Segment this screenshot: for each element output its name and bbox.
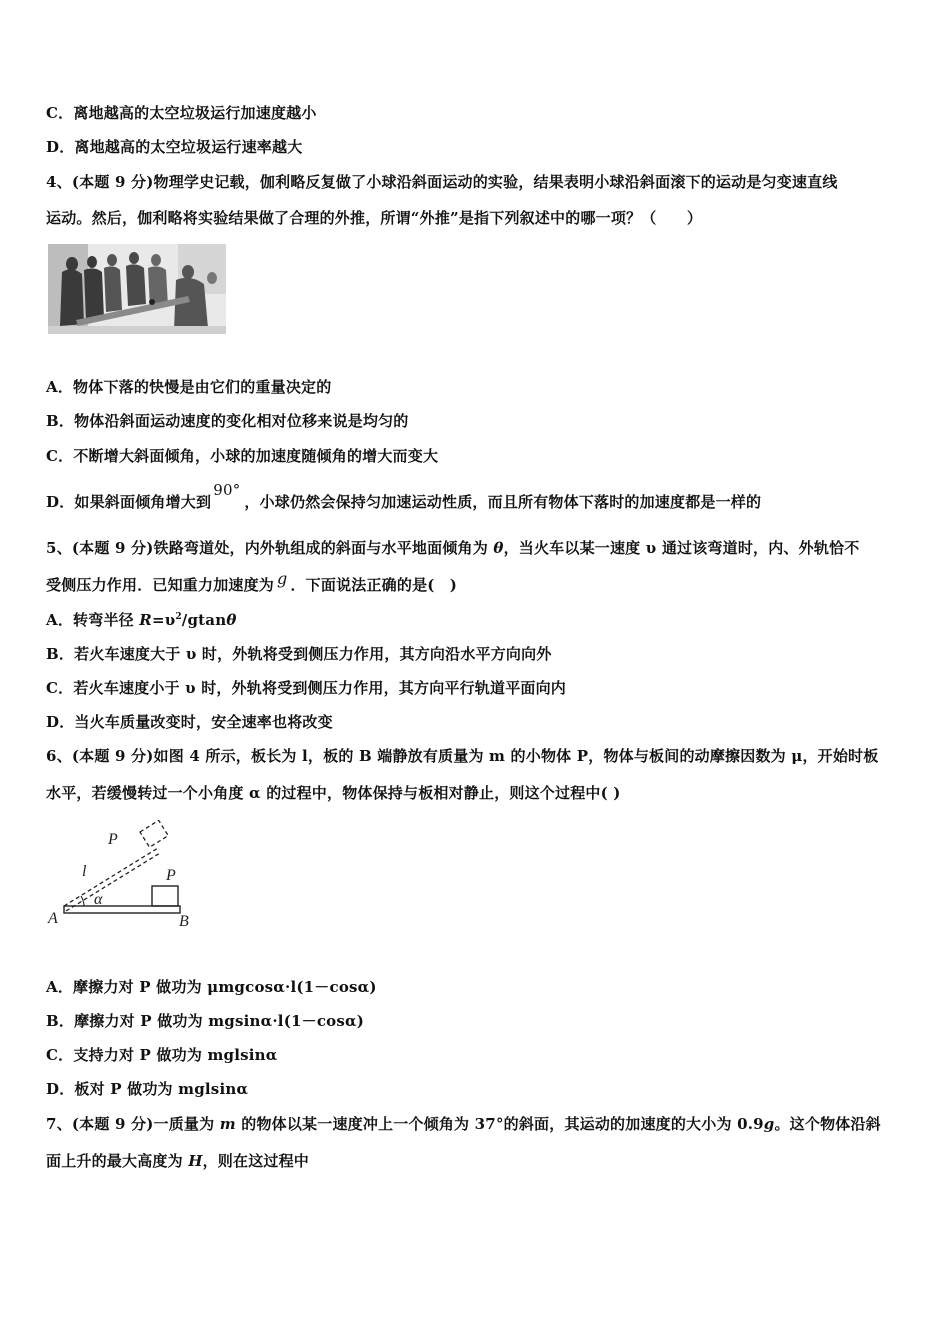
label-a: A xyxy=(48,910,58,927)
q5-option-a-pre: A．转弯半径 xyxy=(46,611,140,629)
q5-option-c: C．若火车速度小于 υ 时，外轨将受到侧压力作用，其方向平行轨道平面向内 xyxy=(46,679,566,697)
q5-option-d: D．当火车质量改变时，安全速率也将改变 xyxy=(46,713,333,731)
q5-stem-line2 xyxy=(46,569,458,595)
inclined-board-figure xyxy=(46,820,196,932)
q6-option-b: B．摩擦力对 P 做功为 mgsinα·l(1－cosα) xyxy=(46,1012,365,1030)
label-l: l xyxy=(82,863,87,880)
q5-stem-line2-b: ．下面说法正确的是( ) xyxy=(290,576,458,594)
q5-option-a-eq: =υ xyxy=(151,611,176,629)
q7-stem-line2-a: 面上升的最大高度为 xyxy=(46,1152,189,1170)
superscript-2: 2 xyxy=(175,612,182,622)
q4-option-b: B．物体沿斜面运动速度的变化相对位移来说是均匀的 xyxy=(46,412,409,430)
q5-option-a xyxy=(46,609,237,630)
q5-stem-line1-b: ，当火车以某一速度 υ 通过该弯道时，内、外轨恰不 xyxy=(503,539,860,557)
q4-stem-line2: 运动。然后，伽利略将实验结果做了合理的外推，所谓“外推”是指下列叙述中的哪一项？（ ） xyxy=(46,209,703,227)
q6-option-a: A．摩擦力对 P 做功为 μmgcosα·l(1－cosα) xyxy=(46,978,377,996)
q7-stem-line1 xyxy=(46,1113,881,1134)
label-alpha: α xyxy=(94,891,103,908)
board-rotated xyxy=(64,848,158,906)
block-p-rotated xyxy=(140,820,168,847)
angle-arc xyxy=(81,896,84,906)
q4-option-a: A．物体下落的快慢是由它们的重量决定的 xyxy=(46,378,332,396)
q7-stem-line2 xyxy=(46,1150,309,1171)
q3-option-c: C．离地越高的太空垃圾运行加速度越小 xyxy=(46,104,317,122)
label-p-top: P xyxy=(108,831,118,848)
q7-stem-line1-a: 7、(本题 9 分)一质量为 xyxy=(46,1115,220,1133)
radius-symbol: R xyxy=(139,611,152,629)
q5-option-b: B．若火车速度大于 υ 时，外轨将受到侧压力作用，其方向沿水平方向向外 xyxy=(46,645,552,663)
mass-symbol: m xyxy=(219,1115,236,1133)
q4-option-d-pre: D．如果斜面倾角增大到 xyxy=(46,493,212,511)
label-p: P xyxy=(166,867,176,884)
board-horizontal xyxy=(64,906,180,913)
theta-symbol: θ xyxy=(493,539,504,557)
q4-option-d-post: ，小球仍然会保持匀加速运动性质，而且所有物体下落时的加速度都是一样的 xyxy=(244,493,762,511)
q4-option-c: C．不断增大斜面倾角，小球的加速度随倾角的增大而变大 xyxy=(46,447,439,465)
q6-option-c: C．支持力对 P 做功为 mglsinα xyxy=(46,1046,278,1064)
q5-stem-line2-a: 受侧压力作用．已知重力加速度为 xyxy=(46,576,275,594)
q7-stem-line1-c: 。这个物体沿斜 xyxy=(774,1115,881,1133)
q5-stem-line1 xyxy=(46,537,859,558)
q6-option-d: D．板对 P 做功为 mglsinα xyxy=(46,1080,249,1098)
q4-option-d xyxy=(46,481,762,512)
angle-90-degree: 90° xyxy=(213,481,241,499)
q4-stem-line1: 4、(本题 9 分)物理学史记载，伽利略反复做了小球沿斜面运动的实验，结果表明小球沿斜面滚下的运动是匀变速直线 xyxy=(46,173,838,191)
height-symbol: H xyxy=(188,1152,203,1170)
gravity-symbol-q7: g xyxy=(763,1115,775,1133)
q7-stem-line1-b: 的物体以某一速度冲上一个倾角为 37°的斜面，其运动的加速度的大小为 0.9 xyxy=(235,1115,764,1133)
q6-stem-line2: 水平，若缓慢转过一个小角度 α 的过程中，物体保持与板相对静止，则这个过程中( ) xyxy=(46,784,621,802)
gravity-symbol: g xyxy=(277,569,288,588)
label-b: B xyxy=(179,913,189,930)
q6-stem-line1: 6、(本题 9 分)如图 4 所示，板长为 l，板的 B 端静放有质量为 m 的小物体 P，物体与板间的动摩擦因数为 μ，开始时板 xyxy=(46,747,879,765)
q5-stem-line1-a: 5、(本题 9 分)铁路弯道处，内外轨组成的斜面与水平地面倾角为 xyxy=(46,539,494,557)
q3-option-d: D．离地越高的太空垃圾运行速率越大 xyxy=(46,138,303,156)
galileo-experiment-illustration xyxy=(48,244,226,334)
block-p xyxy=(152,886,178,906)
q7-stem-line2-b: ，则在这过程中 xyxy=(202,1152,310,1170)
q5-option-a-rest: /gtan xyxy=(181,611,227,629)
theta-symbol-option: θ xyxy=(226,611,237,629)
